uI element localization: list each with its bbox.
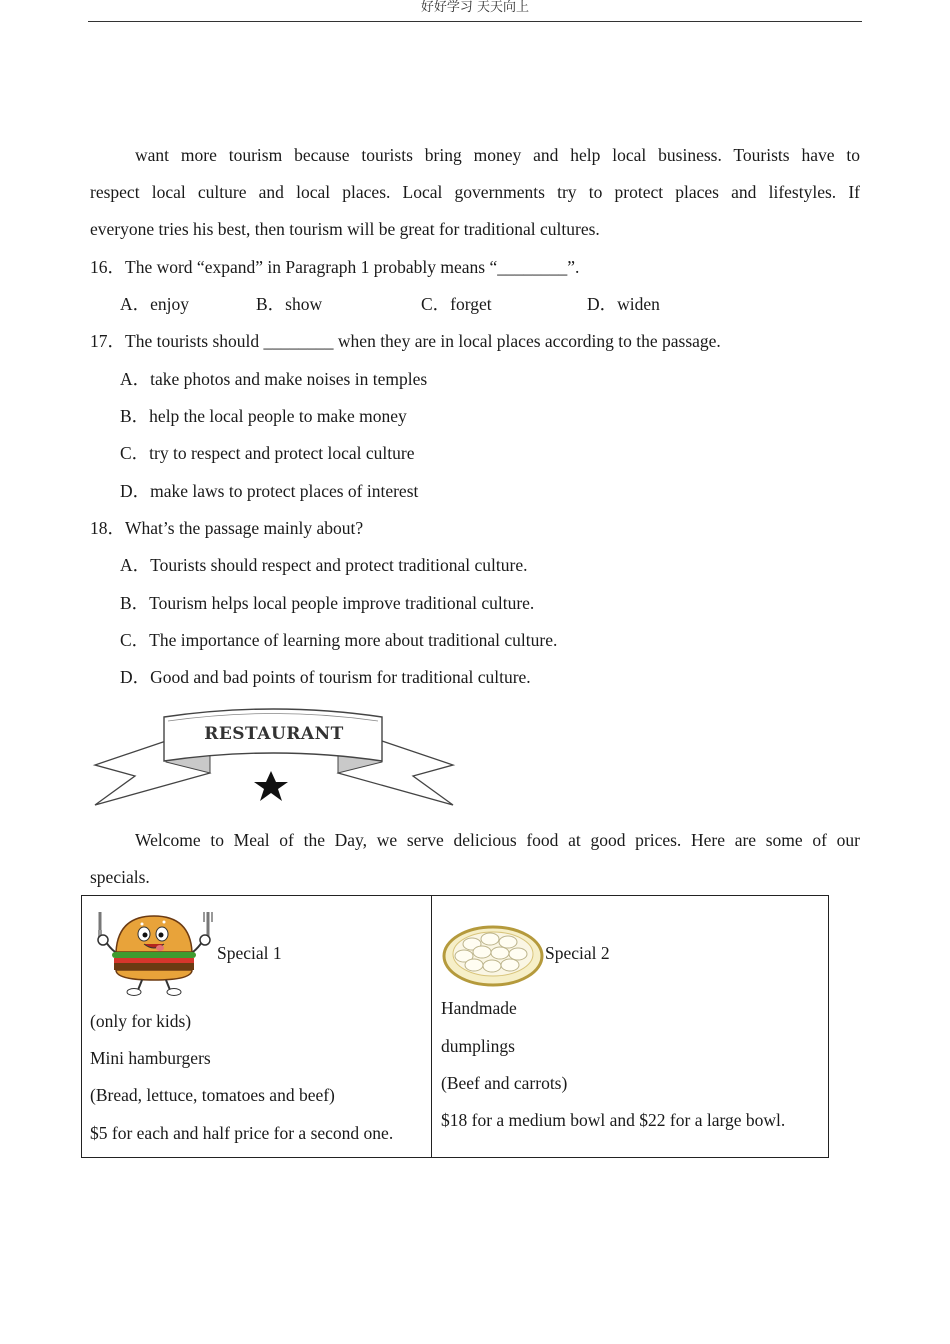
specials-table [81, 895, 829, 1158]
banner-label: RESTAURANT [204, 724, 344, 744]
special-detail: Mini hamburgers [90, 1048, 211, 1068]
special-detail: $5 for each and half price for a second one. [90, 1123, 394, 1143]
special-title: Special 1 [217, 943, 282, 963]
question-stem: 17．The tourists should ________ when they are in local places according to the passage. [90, 331, 721, 351]
option-b[interactable]: B．help the local people to make money [120, 406, 407, 426]
special-detail: Handmade [441, 998, 517, 1018]
star-icon [254, 771, 288, 801]
option-b[interactable]: B．Tourism helps local people improve traditional culture. [120, 593, 535, 613]
passage-line: everyone tries his best, then tourism will be great for traditional cultures. [90, 219, 600, 239]
option-c[interactable]: C．forget [421, 294, 492, 314]
passage-line: respect local culture and local places. Local governments try to protect places and lifestyles. If [90, 182, 860, 202]
special-1-cell [82, 896, 432, 1158]
special-detail: (only for kids) [90, 1011, 192, 1031]
special-detail: $18 for a medium bowl and $22 for a large bowl. [441, 1110, 786, 1130]
restaurant-banner [90, 705, 458, 811]
special-2-cell [432, 896, 829, 1158]
passage-line: want more tourism because tourists bring money and help local business. Tourists have to [135, 145, 860, 165]
intro-line: Welcome to Meal of the Day, we serve delicious food at good prices. Here are some of our [135, 830, 860, 850]
special-detail: (Beef and carrots) [441, 1073, 568, 1093]
option-d[interactable]: D．Good and bad points of tourism for traditional culture. [120, 667, 531, 687]
option-c[interactable]: C．The importance of learning more about traditional culture. [120, 630, 558, 650]
special-detail: dumplings [441, 1036, 515, 1056]
option-a[interactable]: A．Tourists should respect and protect traditional culture. [120, 555, 528, 575]
option-a[interactable]: A．enjoy [120, 294, 190, 314]
option-d[interactable]: D．widen [587, 294, 660, 314]
option-c[interactable]: C．try to respect and protect local culture [120, 443, 415, 463]
special-detail: (Bread, lettuce, tomatoes and beef) [90, 1085, 335, 1105]
page-header: 好好学习 天天向上 [88, 0, 862, 22]
question-stem: 18．What’s the passage mainly about? [90, 518, 364, 538]
dumplings-icon [442, 914, 544, 988]
option-a[interactable]: A．take photos and make noises in temples [120, 369, 428, 389]
intro-line: specials. [90, 867, 150, 887]
option-d[interactable]: D．make laws to protect places of interest [120, 481, 419, 501]
option-b[interactable]: B．show [256, 294, 323, 314]
question-stem: 16．The word “expand” in Paragraph 1 probably means “________”. [90, 257, 580, 277]
special-title: Special 2 [545, 943, 610, 963]
hamburger-icon [92, 908, 218, 998]
